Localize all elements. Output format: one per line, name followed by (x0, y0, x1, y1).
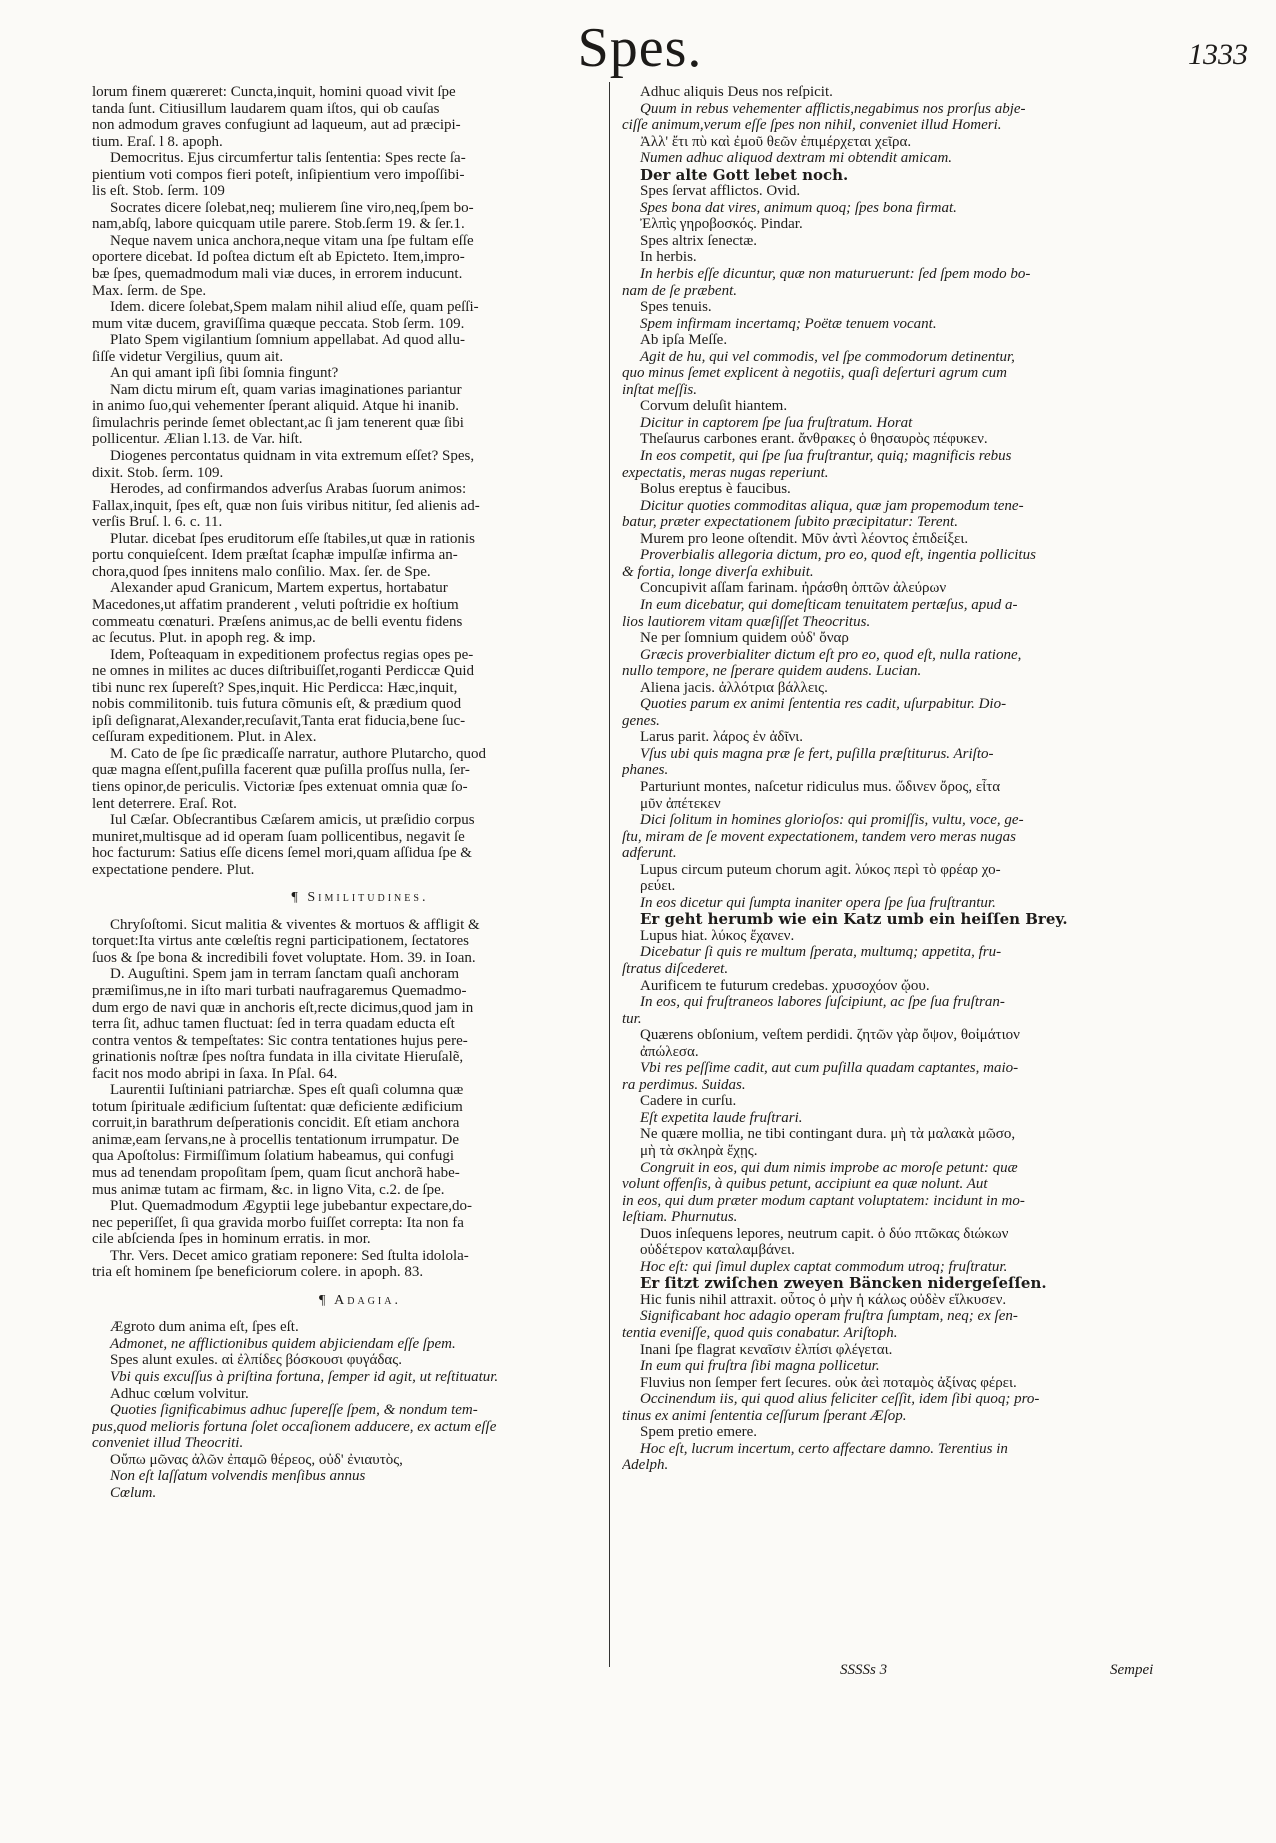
text-line: terra ſit, adhuc tamen fluctuat: ſed in terra quadam educta eſt (92, 1016, 455, 1033)
text-line: commeatu cœnaturi. Præſens animus,ac de belli eventu fidens (92, 613, 463, 630)
text-line: Max. ſerm. de Spe. (92, 282, 207, 299)
text-line: ra perdimus. Suidas. (622, 1076, 746, 1093)
text-line: volunt offenſis, à quibus petunt, accipiunt ea quæ nolunt. Aut (622, 1176, 988, 1193)
text-line: Dicitur in captorem ſpe ſua fruſtratum. Horat (640, 414, 913, 431)
text-line: Quoties parum ex animi ſententia res cadit, uſurpabitur. Dio- (640, 696, 1007, 713)
text-line: tanda ſunt. Citiusillum laudarem quam iſtos, qui ob cauſas (92, 100, 440, 117)
text-line: pollicentur. Ælian l.13. de Var. hiſt. (92, 431, 303, 448)
text-line: Laurentii Iuſtiniani patriarchæ. Spes eſt quaſi columna quæ (110, 1082, 464, 1099)
catchword: Sempei (1110, 1662, 1154, 1678)
text-line: muniret,multisque ad id operam ſuam pollicentibus, negavit ſe (92, 828, 465, 845)
text-line: inſtat meſſis. (622, 381, 697, 398)
text-line: D. Auguſtini. Spem jam in terram ſanctam quaſi anchoram (110, 966, 460, 983)
text-line: cile abſcienda ſpes in hominum erratis. in mor. (92, 1231, 371, 1248)
text-line: in eos, qui dum præter modum captant voluptatem: incidunt in mo- (622, 1192, 1025, 1209)
left-text-column (92, 84, 628, 1501)
text-line: Non eſt laſſatum volvendis menſibus annus (110, 1468, 366, 1485)
text-line: Cadere in curſu. (640, 1093, 737, 1110)
text-line: ne omnes in milites ac duces diſtribuiſſet,roganti Perdiccæ Quid (92, 663, 475, 680)
text-line: Dicitur quoties commoditas aliqua, quæ jam propemodum tene- (640, 497, 1024, 514)
text-line: corruit,in barathrum deſperationis concidit. Eſt etiam anchora (92, 1115, 460, 1132)
text-line: Hoc eſt, lucrum incertum, certo affectare damno. Terentius in (640, 1440, 1008, 1457)
text-line: Vbi quis excuſſus à priſtina fortuna, ſemper id agit, ut reſtituatur. (110, 1369, 499, 1386)
text-line: Inani ſpe flagrat κεναῖσιν ἐλπίσι φλέγεται. (640, 1341, 893, 1358)
text-line: Spem infirmam incertamq; Poëtæ tenuem vocant. (640, 315, 937, 332)
signature-mark: SSSSs 3 (840, 1662, 888, 1678)
text-line: Spes ſervat afflictos. Ovid. (640, 183, 801, 200)
text-line: dixit. Stob. ſerm. 109. (92, 464, 224, 481)
text-line: Chryſoſtomi. Sicut malitia & viventes & mortuos & affligit & (110, 916, 480, 933)
text-line: Corvum deluſit hiantem. (640, 398, 788, 415)
text-line: Bolus ereptus è faucibus. (640, 481, 791, 498)
text-line: ciſſe animum,verum eſſe ſpes non nihil, conveniet illud Homeri. (622, 117, 1002, 134)
text-line: portu conquieſcent. Idem præſtat ſcaphæ impulſæ infirma an- (92, 547, 458, 564)
text-line: M. Cato de ſpe ſic prædicaſſe narratur, authore Plutarcho, quod (110, 745, 486, 762)
text-line: Diogenes percontatus quidnam in vita extremum eſſet? Spes, (110, 448, 475, 465)
text-line: Dicebatur ſi quis re multum ſperata, multumq; appetita, fru- (640, 944, 1002, 961)
text-line: grinationis noſtræ ſpes noſtra fundata in illa civitate Hieruſalẽ, (92, 1049, 464, 1066)
text-line: non admodum graves confugiunt ad laqueum, aut ad præcipi- (92, 117, 461, 134)
right-text-column (622, 84, 1162, 1474)
text-line: Adhuc aliquis Deus nos reſpicit. (640, 84, 833, 100)
text-line: ſuos & ſpe bona & incredibili fovet voluptate. Hom. 39. in Ioan. (92, 949, 476, 966)
text-line: Spes altrix ſenectæ. (640, 232, 758, 249)
text-line: leſtiam. Phurnutus. (622, 1209, 738, 1226)
text-line: Cœlum. (110, 1484, 157, 1501)
text-line: Democritus. Ejus circumfertur talis ſententia: Spes recte ſa- (110, 150, 466, 167)
text-line: Hic funis nihil attraxit. οὗτος ὁ μὴν ἡ κάλως οὐδὲν εἵλκυσεν. (640, 1291, 1007, 1308)
text-line: Οὔπω μῶνας ἀλῶν ἐπαμῶ θέρεος, οὐδ' ἐνιαυτὸς, (110, 1451, 403, 1468)
text-line: οὐδέτερον καταλαμβάνει. (640, 1242, 795, 1259)
text-line: Parturiunt montes, naſcetur ridiculus mus. ὤδινεν ὄρος, εἶτα (640, 778, 1001, 795)
text-line: tinus ex animi ſententia ceſſurum ſperant Æſop. (622, 1407, 907, 1424)
text-line: In eos competit, qui ſpe ſua fruſtrantur, quiq; magnificis rebus (640, 448, 1012, 465)
text-line: nullo tempore, ne ſperare quidem audens. Lucian. (622, 663, 922, 680)
text-line: Idem, Poſteaquam in expeditionem profectus regias opes pe- (110, 646, 474, 663)
text-line: Congruit in eos, qui dum nimis improbe ac moroſe petunt: quæ (640, 1159, 1018, 1176)
text-line: Aliena jacis. ἀλλότρια βάλλεις. (640, 679, 828, 696)
text-line: Lupus hiat. λύκος ἔχανεν. (640, 927, 795, 944)
text-line: Duos inſequens lepores, neutrum capit. ὁ δύο πτῶκας διώκων (640, 1225, 1009, 1242)
text-line: Quærens obſonium, veſtem perdidi. ζητῶν γὰρ ὄψον, θοἰμάτιον (640, 1027, 1020, 1044)
text-line: mum vitæ ducem, graviſſima quæque peccata. Stob ſerm. 109. (92, 315, 465, 332)
text-line: Idem. dicere ſolebat,Spem malam nihil aliud eſſe, quam peſſi- (110, 299, 479, 316)
text-line: Vſus ubi quis magna præ ſe fert, puſilla præſtiturus. Ariſto- (640, 745, 994, 762)
text-line: Agit de hu, qui vel commodis, vel ſpe commodorum detinentur, (640, 348, 1015, 365)
text-line: adferunt. (622, 845, 677, 862)
text-line: nam,abſq, labore quicquam utile parere. Stob.ſerm 19. & ſer.1. (92, 216, 465, 233)
page-number: 1333 (1188, 38, 1248, 71)
text-line: nec peperiſſet, ſi qua gravida morbo fuiſſet correpta: Ita non fa (92, 1214, 464, 1231)
text-line: Quoties ſignificabimus adhuc ſupereſſe ſpem, & nondum tem- (110, 1402, 478, 1419)
text-line: Græcis proverbialiter dictum eſt pro eo, quod eſt, nulla ratione, (640, 646, 1022, 663)
text-line: In eum qui fruſtra ſibi magna pollicetur. (640, 1358, 880, 1375)
text-line: Thr. Vers. Decet amico gratiam reponere: Sed ſtulta idolola- (110, 1247, 469, 1264)
text-line: bæ ſpes, quemadmodum mali viæ duces, in errorem inducunt. (92, 266, 463, 283)
text-line: præmiſimus,ne in iſto mari turbati naufragaremus Quemadmo- (92, 982, 467, 999)
text-line: nam de ſe præbent. (622, 282, 737, 299)
text-line: In eos dicetur qui ſumpta inaniter opera ſpe ſua fruſtrantur. (640, 894, 996, 911)
text-line: Plato Spem vigilantium ſomnium appellabat. Ad quod allu- (110, 332, 465, 349)
text-line: Spem pretio emere. (640, 1424, 758, 1441)
text-line: quo minus ſemet explicent à negotiis, quaſi deſerturi agrum cum (622, 365, 1007, 382)
text-line: & fortia, longe diverſa exhibuit. (622, 563, 814, 580)
text-line: Vbi res peſſime cadit, aut cum puſilla quadam captantes, maio- (640, 1060, 1019, 1077)
text-line: Numen adhuc aliquod dextram mi obtendit amicam. (640, 150, 953, 167)
text-line: Larus parit. λάρος ἐν ἀδῖνι. (640, 729, 804, 746)
text-line: dum ergo de navi quæ in anchoris eſt,recte dicimus,quod jam in (92, 999, 474, 1016)
section-heading: ¶ Similitudines. (291, 890, 429, 906)
text-line: mus ad tenendam propoſitam ſpem, quam ſicut anchorã habe- (92, 1165, 460, 1181)
text-line: expectatione pendere. Plut. (92, 861, 255, 878)
text-line: Concupivit aſſam farinam. ἠράσθη ὀπτῶν ἀλεύρων (640, 580, 947, 597)
text-line: Nam dictu mirum eſt, quam varias imaginationes pariantur (110, 381, 462, 398)
text-line: Hoc eſt: qui ſimul duplex captat commodum utroq; fruſtratur. (640, 1258, 1008, 1275)
text-line: Lupus circum puteum chorum agit. λύκος περὶ τὸ φρέαρ χο- (640, 861, 1001, 878)
column-divider (609, 82, 610, 1667)
text-line: Spes tenuis. (640, 299, 712, 316)
text-line: ἀπώλεσα. (640, 1043, 699, 1060)
text-line: Quum in rebus vehementer afflictis,negabimus nos prorſus abje- (640, 100, 1026, 117)
text-line: Neque navem unica anchora,neque vitam una ſpe fultam eſſe (110, 232, 474, 249)
text-line: phanes. (622, 762, 669, 779)
text-line: Plutar. dicebat ſpes eruditorum eſſe ſtabiles,ut quæ in rationis (110, 530, 475, 547)
text-line: chora,quod ſpes innitens malo conſilio. Max. ſer. de Spe. (92, 563, 431, 580)
text-line: genes. (622, 712, 660, 729)
text-line: torquet:Ita virtus ante cœleſtis regni participationem, ſectatores (92, 933, 469, 950)
text-line: Dici ſolitum in homines glorioſos: qui promiſſis, vultu, voce, ge- (640, 812, 1024, 829)
text-line: Ἐλπὶς γηροβοσκός. Pindar. (640, 216, 803, 233)
text-line: ſtratus diſcederet. (622, 960, 729, 977)
text-line: Ægroto dum anima eſt, ſpes eſt. (110, 1319, 299, 1336)
text-line: An qui amant ipſi ſibi ſomnia fingunt? (110, 365, 339, 382)
text-line: qua Apoſtolus: Firmiſſimum ſolatium habeamus, qui confugi (92, 1148, 455, 1165)
text-line: pus,quod melioris fortuna ſolet occaſionem adducere, ex actum eſſe (92, 1418, 497, 1435)
text-line: Adhuc cœlum volvitur. (110, 1385, 249, 1402)
text-line: tria eſt hominem ſpe beneficiorum colere. in apoph. 83. (92, 1264, 424, 1281)
text-line: lorum finem quæreret: Cuncta,inquit, homini quoad vivit ſpe (92, 84, 456, 100)
text-line: μὴ τὰ σκληρὰ ἔχῃς. (640, 1143, 758, 1159)
section-heading: ¶ Adagia. (319, 1292, 401, 1308)
text-line: Ἀλλ' ἔτι πὺ καὶ ἐμοῦ θεῶν ἐπιμέρχεται χεῖρα. (640, 133, 912, 150)
text-line: Er ſitzt zwiſchen zweyen Bäncken nidergeſeſſen. (640, 1275, 1047, 1292)
text-line: Fluvius non ſemper fert ſecures. οὐκ ἀεὶ ποταμὸς ἀξίνας φέρει. (640, 1374, 1017, 1391)
text-line: Der alte Gott lebet noch. (640, 166, 849, 184)
text-line: In eos, qui fruſtraneos labores ſuſcipiunt, ac ſpe ſua fruſtran- (640, 994, 1005, 1011)
text-line: In herbis. (640, 249, 697, 266)
text-line: ſtu, miram de ſe movent expectationem, tandem vero meras nugas (622, 828, 1016, 845)
text-line: contra ventos & tempeſtates: Sic contra tentationes hujus pere- (92, 1032, 468, 1049)
text-line: mus animæ tutam ac firmam, &c. in ligno Vita, c.2. de ſpe. (92, 1181, 445, 1198)
text-line: tur. (622, 1010, 642, 1027)
text-line: tibi nunc rex ſupereſt? Spes,inquit. Hic Perdicca: Hæc,inquit, (92, 679, 458, 696)
text-line: μῦν ἀπέτεκεν (640, 795, 721, 812)
text-line: Adelph. (622, 1457, 669, 1474)
text-line: Proverbialis allegoria dictum, pro eo, quod eſt, ingentia pollicitus (640, 547, 1036, 564)
text-line: In eum dicebatur, qui domeſticam tenuitatem pertæſus, apud a- (640, 596, 1018, 613)
text-line: lios lautiorem vitam quæſiſſet Theocritus. (622, 613, 871, 630)
text-line: Spes alunt exules. αἱ ἐλπίδες βόσκουσι φυγάδας. (110, 1352, 402, 1369)
text-line: facit nos modo abripi in ſaxa. In Pſal. 64. (92, 1065, 338, 1082)
text-line: Fallax,inquit, ſpes eſt, quæ non ſuis viribus nititur, ſed alienis ad- (92, 497, 480, 514)
text-line: oportere dicebat. Id poſtea dictum eſt ab Epicteto. Item,impro- (92, 249, 465, 266)
text-line: batur, præter expectationem ſubito præcipitatur: Terent. (622, 514, 958, 531)
text-line: verſis Bruſ. l. 6. c. 11. (92, 514, 223, 531)
text-line: Socrates dicere ſolebat,neq; mulierem ſine viro,neq,ſpem bo- (110, 199, 474, 216)
text-line: conveniet illud Theocriti. (92, 1435, 244, 1452)
text-line: Ne quære mollia, ne tibi contingant dura. μὴ τὰ μαλακὰ μῶσο, (640, 1126, 1016, 1143)
text-line: expectatis, meras nugas reperiunt. (622, 464, 829, 481)
text-line: ac ſecutus. Plut. in apoph reg. & imp. (92, 630, 316, 647)
text-line: Er geht herumb wie ein Katz umb ein heiſſen Brey. (640, 911, 1068, 928)
text-line: Occinendum iis, qui quod alius feliciter ceſſit, idem ſibi quoq; pro- (640, 1391, 1040, 1408)
text-line: Eſt expetita laude fruſtrari. (640, 1109, 803, 1126)
text-line: Spes bona dat vires, animum quoq; ſpes bona firmat. (640, 199, 957, 216)
text-line: Ab ipſa Meſſe. (640, 332, 728, 349)
text-line: Admonet, ne afflictionibus quidem abjiciendam eſſe ſpem. (110, 1335, 456, 1352)
text-line: nobis commilitonib. tuis futura cõmunis eſt, & prædium quod (92, 696, 462, 713)
text-line: ſimulachris perinde ſemet oblectant,ac ſi jam tenerent quæ ſibi (92, 414, 464, 431)
text-line: quæ magna eſſent,puſilla facerent quæ puſilla proſſus nulla, ſer- (92, 762, 470, 779)
text-line: Ne per ſomnium quidem οὐδ' ὄναρ (640, 630, 849, 647)
text-line: tiens opinor,de periculis. Victoriæ ſpes extenuat omnia quæ ſo- (92, 778, 468, 795)
text-line: ρεύει. (640, 878, 676, 895)
text-line: Herodes, ad confirmandos adverſus Arabas ſuorum animos: (110, 481, 467, 498)
text-line: Iul Cæſar. Obſecrantibus Cæſarem amicis, ut præſidio corpus (110, 812, 475, 829)
text-line: pientium voti compos fieri poteſt, inſipientium vero impoſſibi- (92, 166, 465, 183)
text-line: tentia eveniſſe, quod quis conabatur. Ariſtoph. (622, 1325, 898, 1342)
text-line: ſiſſe videtur Vergilius, quum ait. (92, 348, 284, 365)
text-line: lis eſt. Stob. ſerm. 109 (92, 183, 225, 200)
text-line: tium. Eraſ. l 8. apoph. (92, 133, 223, 150)
text-line: Significabant hoc adagio operam fruſtra ſumptam, neq; ex ſen- (640, 1308, 1018, 1325)
text-line: Aurificem te futurum credebas. χρυσοχόον ᾤου. (640, 977, 930, 994)
text-line: Macedones,ut affatim pranderent , veluti poſtridie ex hoſtium (92, 596, 459, 613)
text-line: totum ſpirituale ædificium ſuſtentat: quæ deficiente ædificium (92, 1098, 463, 1115)
text-line: lent deterrere. Eraſ. Rot. (92, 795, 237, 812)
text-line: in animo ſuo,qui vehementer ſperant aliquid. Atque hi inanib. (92, 398, 460, 415)
text-line: Plut. Quemadmodum Ægyptii lege jubebantur expectare,do- (110, 1198, 472, 1215)
page-title: Spes. (577, 17, 703, 79)
text-line: Murem pro leone oſtendit. Μῦν ἀντὶ λέοντος ἐπιδείξει. (640, 530, 969, 547)
text-line: hoc facturum: Satius eſſe dicens ſemel mori,quam aſſidua ſpe & (92, 845, 472, 862)
text-line: ipſi deſignarat,Alexander,recuſavit,Tanta erat fiducia,bene ſuc- (92, 712, 466, 729)
text-line: animæ,eam ſervans,ne à procellis tentationum irrumpatur. De (92, 1131, 459, 1148)
text-line: Theſaurus carbones erant. ἄνθρακες ὁ θησαυρὸς πέφυκεν. (640, 431, 988, 448)
text-line: Alexander apud Granicum, Martem expertus, hortabatur (110, 580, 448, 597)
text-line: ceſſuram expeditionem. Plut. in Alex. (92, 729, 317, 746)
text-line: In herbis eſſe dicuntur, quæ non maturuerunt: ſed ſpem modo bo- (640, 266, 1031, 283)
